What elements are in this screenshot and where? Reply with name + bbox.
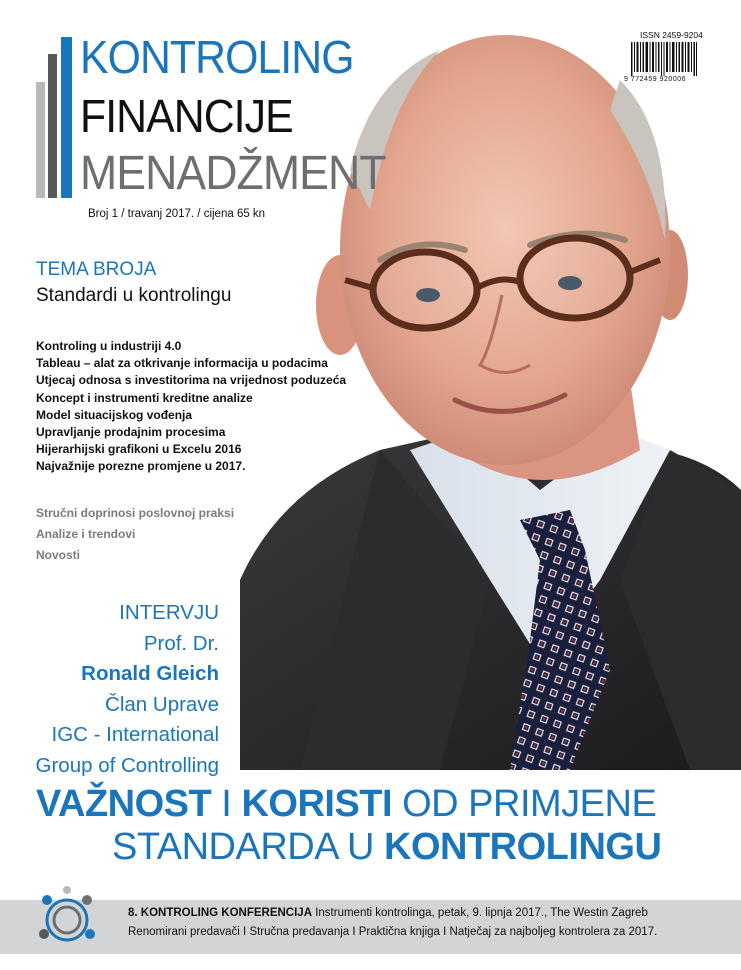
interview-label: INTERVJU — [119, 601, 219, 624]
footer-conference-line — [128, 907, 648, 919]
headline-line2 — [112, 826, 661, 869]
toc-sections — [36, 503, 234, 566]
interview-block — [36, 598, 219, 781]
toc-item: Koncept i instrumenti kreditne analize — [36, 390, 253, 405]
interview-org-line2: Group of Controlling — [35, 753, 219, 777]
toc-list — [36, 338, 346, 476]
masthead-line-menadzment: MENADŽMENT — [80, 147, 386, 200]
toc-item: Hijerarhijski grafikoni u Excelu 2016 — [36, 442, 242, 457]
logo-bar-blue — [61, 37, 72, 198]
footer-conference-details: Instrumenti kontrolinga, petak, 9. lipnja 2017., The Westin Zagreb — [312, 907, 648, 919]
toc-item: Model situacijskog vođenja — [36, 407, 193, 422]
footer-conference-title: 8. KONTROLING KONFERENCIJA — [128, 907, 313, 919]
barcode-icon — [630, 42, 698, 76]
toc-item: Kontroling u industriji 4.0 — [36, 339, 182, 353]
headline-word-od-primjene: OD PRIMJENE — [392, 783, 657, 825]
masthead-line-kontroling: KONTROLING — [80, 31, 354, 83]
toc-item: Tableau – alat za otkrivanje informacija u podacima — [36, 356, 328, 371]
issn-label: ISSN 2459-9204 — [640, 30, 703, 40]
masthead-line-financije: FINANCIJE — [80, 90, 293, 142]
headline-word-i: I — [211, 783, 242, 825]
toc-section: Novosti — [36, 548, 81, 562]
interview-org-line1: IGC - International — [51, 723, 219, 746]
footer-features-line: Renomirani predavači I Stručna predavanja I Praktična knjiga I Natječaj za najboljeg kontrolera za 2017. — [128, 926, 658, 938]
headline-word-standarda: STANDARDA U — [112, 826, 385, 868]
interview-name: Ronald Gleich — [81, 662, 219, 685]
barcode-number: 9 772459 920006 — [624, 76, 686, 83]
toc-section: Analize i trendovi — [36, 527, 136, 541]
conference-logo-icon — [32, 882, 102, 952]
theme-heading: TEMA BROJA — [36, 259, 157, 280]
headline-word-vaznost: VAŽNOST — [36, 783, 212, 825]
headline-line1 — [36, 783, 656, 826]
toc-section: Stručni doprinosi poslovnoj praksi — [36, 506, 235, 520]
issue-info: Broj 1 / travanj 2017. / cijena 65 kn — [88, 208, 266, 220]
interview-role: Član Uprave — [105, 692, 219, 716]
logo-bar-light — [36, 82, 45, 198]
toc-item: Najvažnije porezne promjene u 2017. — [36, 459, 246, 474]
toc-item: Upravljanje prodajnim procesima — [36, 425, 226, 440]
headline-word-koristi: KORISTI — [241, 783, 393, 825]
toc-item: Utjecaj odnosa s investitorima na vrijednost poduzeća — [36, 373, 347, 388]
theme-subtitle: Standardi u kontrolingu — [36, 285, 232, 306]
interview-title: Prof. Dr. — [143, 631, 219, 655]
logo-bar-dark — [48, 54, 57, 198]
headline-word-kontrolingu: KONTROLINGU — [384, 826, 662, 868]
